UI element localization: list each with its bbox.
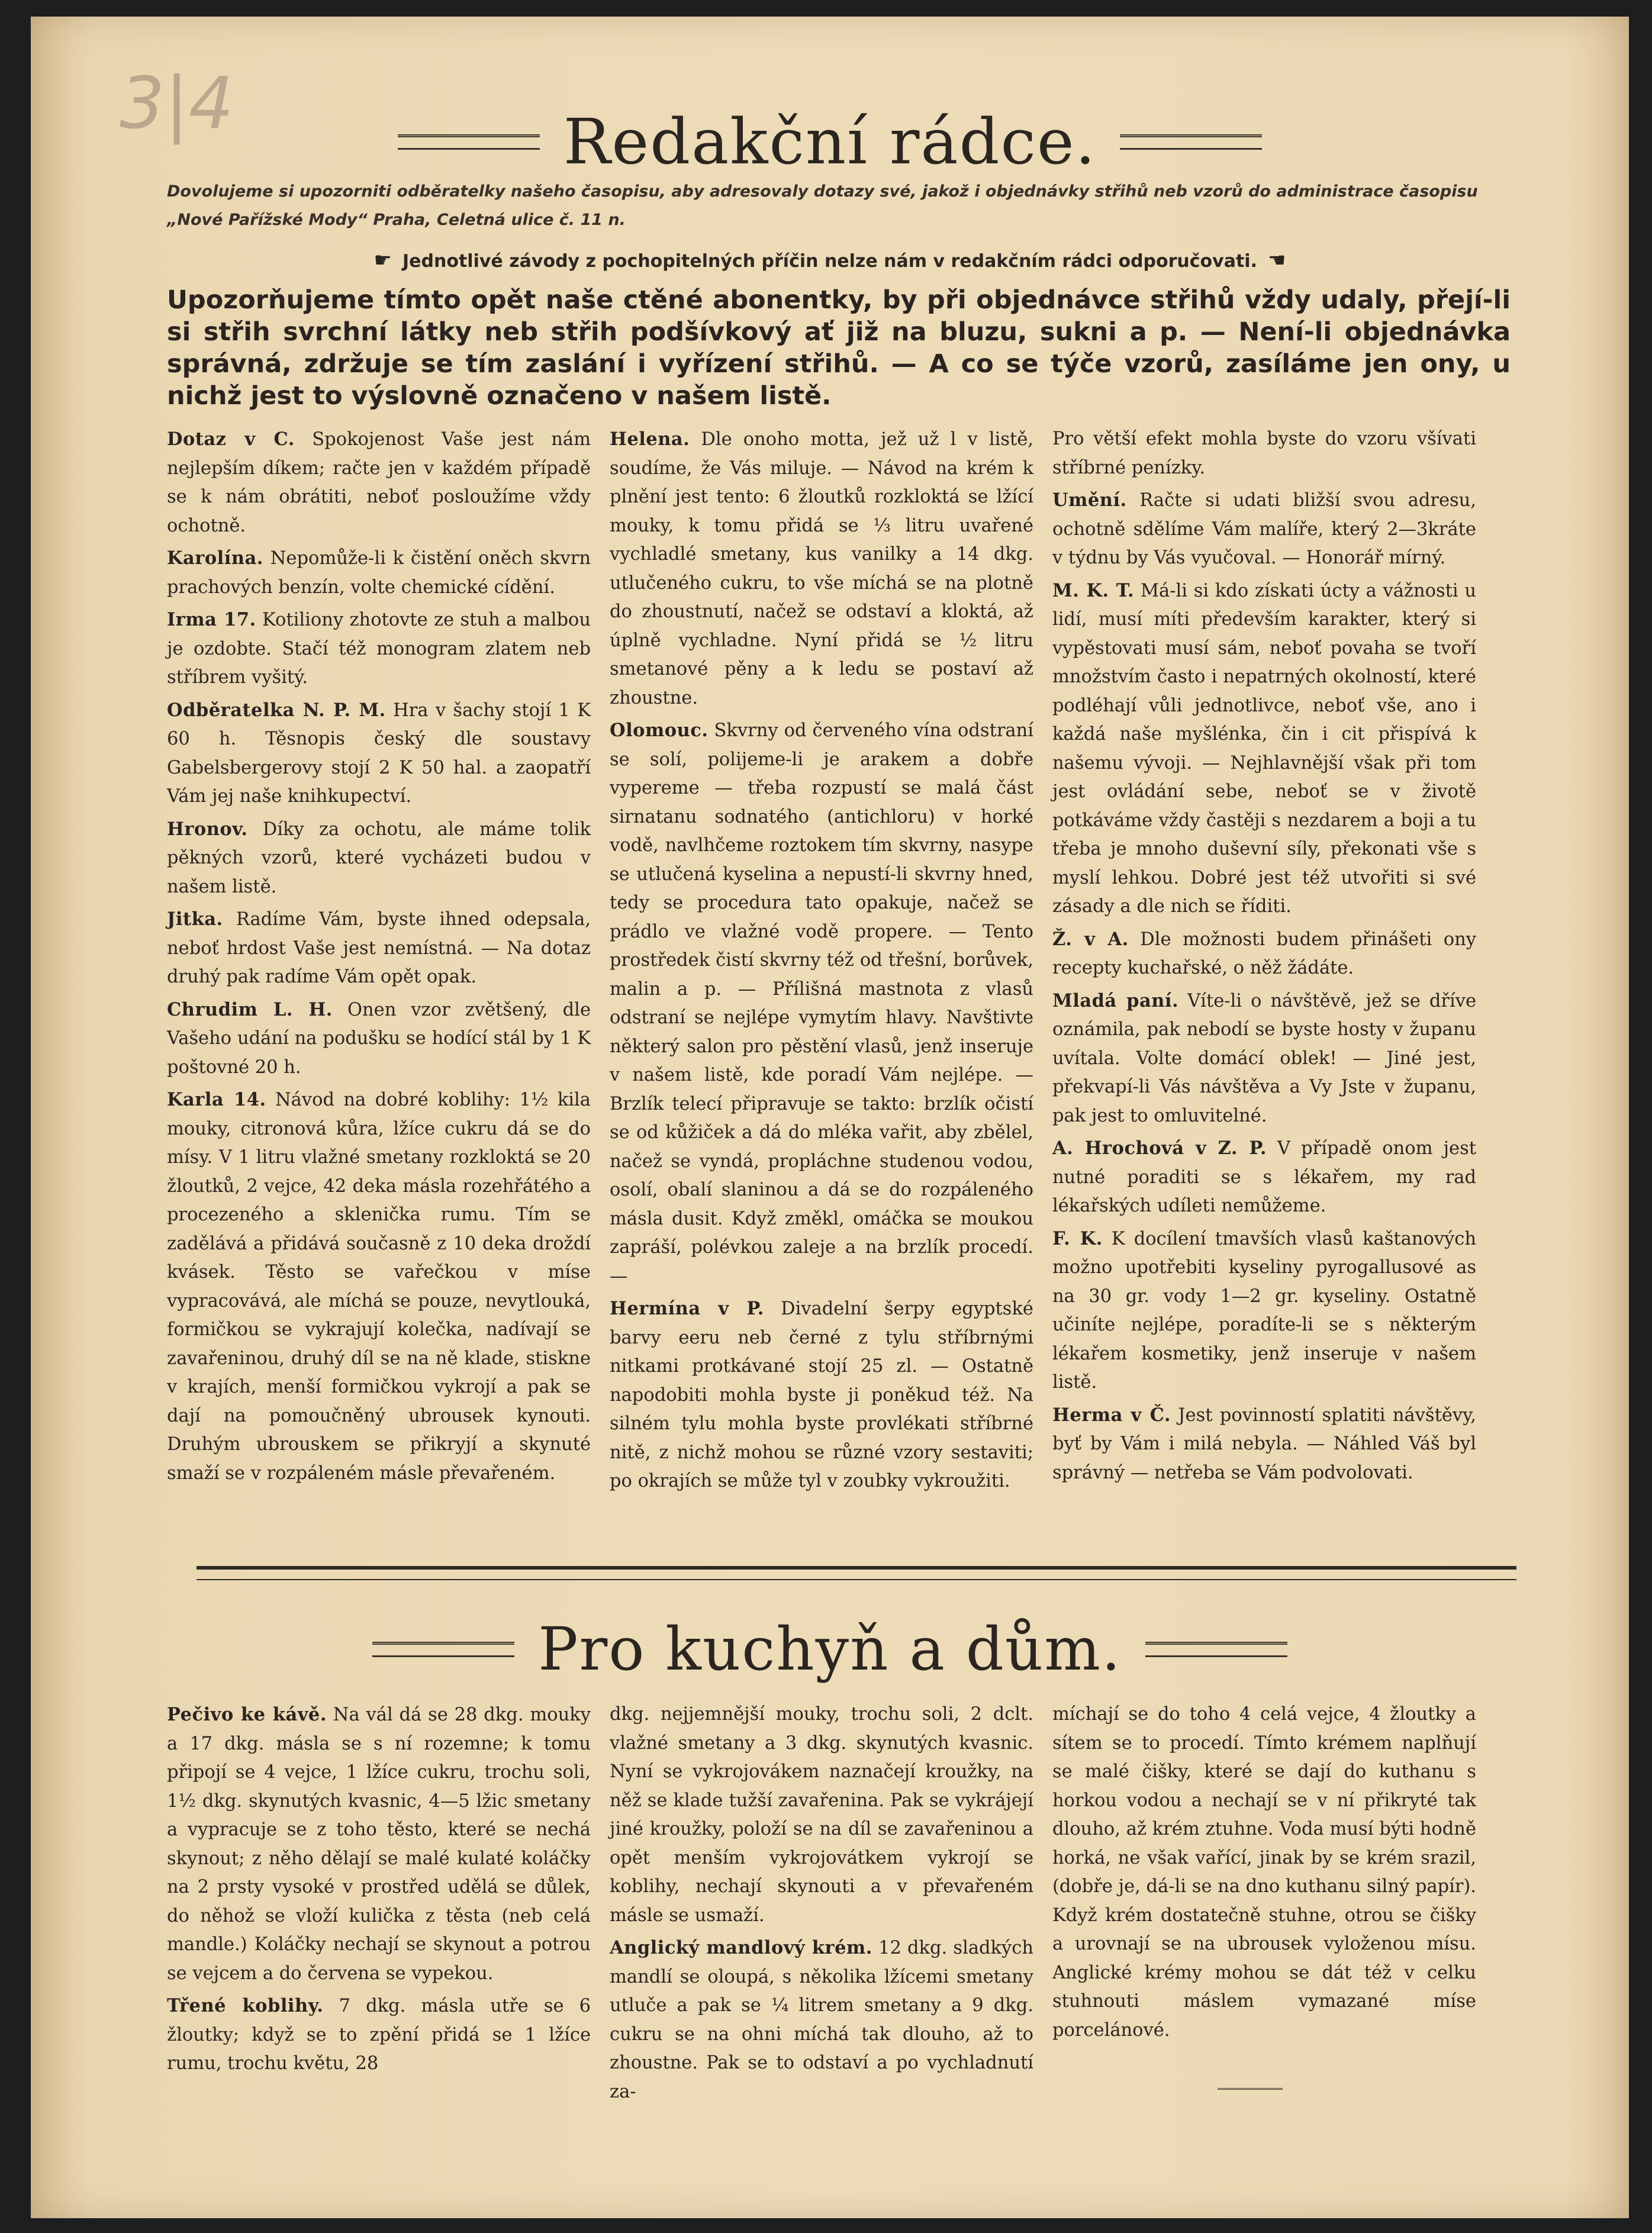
entry-heading: Třené koblihy. (167, 1995, 324, 2016)
heading-rule-left (398, 134, 540, 150)
warning-text: Jednotlivé závody z pochopitelných příčin nelze nám v redakčním rádci odporučovati. (402, 251, 1257, 272)
section-divider (197, 1566, 1516, 1580)
entry-text: dkg. nejjemnější mouky, trochu soli, 2 dclt. vlažné smetany a 3 dkg. skynutých kvasnic. Nyní se vykrojovákem naznačejí kroužky, na něž se klade tužší zavařenina. Pak se vykrájejí jiné kroužky, položí se na díl se zavařeninou a opět menším vykrojovátkem vykrojí se koblihy, nechají skynouti a v převařeném másle se usmaží. (610, 1704, 1033, 1926)
entry-heading: Dotaz v C. (167, 428, 295, 450)
entry-heading: Hermína v P. (610, 1298, 764, 1319)
entry-heading: Irma 17. (167, 609, 256, 630)
entry-text: K docílení tmavších vlasů kaštanových možno upotřebiti kyseliny pyrogallusové as na 30 gr. vody 1—2 gr. kyseliny. Ostatně učiníte nejlépe, poradíte-li se s některým lékařem kosmetiky, jenž inseruje v našem listě. (1052, 1228, 1477, 1393)
entry-text: Dle onoho motta, jež už l v listě, soudíme, že Vás miluje. — Návod na krém k plnění jest tento: 6 žloutků rozkloktá se lžící mouky, k tomu přidá se ⅓ litru uvařené vychladlé smetany, kus vanilky a 14 dkg. utlučeného cukru, to vše míchá se na plotně do zhoustnutí, načež se odstaví a kloktá, až úplně vychladne. Nyní přidá se ½ litru smetanové pěny a k ledu se postaví až zhoustne. (610, 429, 1033, 708)
entry-text: Jest povinností splatiti návštěvy, byť by Vám i milá nebyla. — Náhled Váš byl správný — netřeba se Vám podvolovati. (1052, 1404, 1476, 1483)
entry-heading: Mladá paní. (1052, 990, 1179, 1011)
entry-paragraph (167, 425, 591, 540)
entry-text: Na vál dá se 28 dkg. mouky a 17 dkg. másla se s ní rozemne; k tomu připojí se 4 vejce, 1 lžíce cukru, trochu soli, 1½ dkg. skynutých kvasnic, 4—5 lžic smetany a vypracuje se z toho těsto, které se nechá skynout; z něho dělají se malé kulaté koláčky na 2 prsty vysoké v prostřed udělá se důlek, do něhož se vloží kulička z těsta (neb celá mandle.) Koláčky nechají se skynout a potrou se vejcem a do červena se vypekou. (167, 1704, 591, 1984)
entry-paragraph (1052, 987, 1476, 1131)
pencil-page-mark: 3|4 (120, 63, 234, 145)
entry-heading: Hronov. (167, 818, 248, 840)
entry-paragraph (1052, 1401, 1476, 1488)
answers-column-3 (1052, 425, 1476, 1491)
entry-paragraph (1052, 925, 1476, 983)
answers-column-1 (167, 425, 591, 1491)
warning-line (31, 249, 1629, 272)
entry-heading: A. Hrochová v Z. P. (1052, 1138, 1267, 1159)
entry-heading: Jitka. (167, 908, 223, 930)
heading-rule-right (1120, 134, 1262, 150)
entry-paragraph (167, 815, 591, 902)
entry-text: Nepomůže-li k čistění oněch skvrn prachových benzín, volte chemické cídění. (167, 548, 591, 598)
entry-heading: M. K. T. (1052, 579, 1135, 601)
entry-heading: Olomouc. (610, 720, 709, 741)
entry-heading: Karla 14. (167, 1089, 266, 1110)
entry-heading: Karolína. (167, 547, 263, 569)
kitchen-column-1 (167, 1700, 591, 2082)
entry-text: Pro větší efekt mohla byste do vzoru všívati stříbrné penízky. (1052, 428, 1476, 478)
entry-text: Kotiliony zhotovte ze stuh a malbou je ozdobte. Stačí též monogram zlatem neb stříbrem vyšitý. (167, 610, 591, 688)
entry-text: 12 dkg. sladkých mandlí se oloupá, s několika lžícemi smetany utluče a pak se ¼ litrem smetany a 9 dkg. cukru se na ohni míchá tak dlouho, až to zhoustne. Pak se to odstaví a po vychladnutí za- (610, 1938, 1033, 2102)
abonent-notice-paragraph: Upozorňujeme tímto opět naše ctěné abonentky, by při objednávce střihů vždy udaly, přejí-li si střih svrchní látky neb střih podšívkový ať již na bluzu, sukni a p. — Není-li objednávka správná, zdržuje se tím zaslání i vyřízení střihů. — A co se týče vzorů, zasíláme jen ony, u nichž jest to výslovně označeno v našem listě. (167, 285, 1511, 411)
answers-column-2 (610, 425, 1033, 1500)
entry-text: Hra v šachy stojí 1 K 60 h. Těsnopis český dle soustavy Gabelsbergerovy stojí 2 K 50 hal. a zaopatří Vám jej naše knihkupectví. (167, 700, 591, 807)
entry-heading: Ž. v A. (1052, 928, 1129, 950)
entry-heading: Herma v Č. (1052, 1404, 1171, 1426)
entry-paragraph (610, 1700, 1033, 1930)
entry-paragraph (167, 1700, 591, 1988)
entry-text: Víte-li o návštěvě, jež se dříve oznámila, pak nebodí se byste hosty v županu uvítala. Volte domácí oblek! — Jiné jest, překvapí-li Vás návštěva a Vy Jste v županu, pak jest to omluvitelné. (1052, 990, 1476, 1126)
entry-paragraph (610, 1294, 1033, 1496)
entry-paragraph (167, 995, 591, 1082)
entry-heading: Anglický mandlový krém. (610, 1937, 872, 1958)
entry-paragraph (167, 605, 591, 692)
entry-heading: F. K. (1052, 1227, 1103, 1249)
pointing-hand-left-icon: ☚ (1267, 249, 1286, 272)
section-heading-redakcni (31, 105, 1629, 178)
entry-text: Dle možnosti budem přinášeti ony recepty kuchařské, o něž žádáte. (1052, 929, 1476, 978)
entry-text: Račte si udati bližší svou adresu, ochotně sdělíme Vám malíře, který 2—3kráte v týdnu by Vás vyučoval. — Honorář mírný. (1052, 490, 1476, 568)
section-heading-kuchyn (31, 1615, 1629, 1684)
entry-paragraph (610, 1934, 1033, 2106)
entry-text: Má-li si kdo získati úcty a vážnosti u lidí, musí míti především karakter, který si vypěstovati musí sám, neboť povaha se tvoří množstvím často i nepatrných okolností, které podléhají vůli jednotlivce, neboť vše, ano i každá naše myšlénka, čin i cit přispívá k našemu vývoji. — Nejhlavnější však při tom jest ovládání sebe, neboť se v životě potkáváme vždy častěji s nezdarem a boji a tu třeba je mnoho duševní síly, překonati vše s myslí lehkou. Dobré jest též utvořiti si své zásady a dle nich se říditi. (1052, 580, 1476, 917)
entry-text: Divadelní šerpy egyptské barvy eeru neb černé z tylu stříbrnými nitkami protkávané stojí 25 zl. — Ostatně napodobiti mohla byste ji poněkud též. Na silném tylu mohla byste provlékati stříbrné nitě, z nichž mohou se různé vzory sestaviti; po okrajích se může tyl v zoubky vykroužiti. (610, 1298, 1033, 1491)
entry-paragraph (1052, 486, 1476, 573)
entry-text: 7 dkg. másla utře se 6 žloutky; když se to zpění přidá se 1 lžíce rumu, trochu květu, 28 (167, 1996, 591, 2074)
entry-text: V případě onom jest nutné poraditi se s lékařem, my rad lékařských udíleti nemůžeme. (1052, 1138, 1477, 1216)
entry-text: Díky za ochotu, ale máme tolik pěkných vzorů, které vycházeti budou v našem listě. (167, 819, 591, 897)
entry-text: Spokojenost Vaše jest nám nejlepším díkem; račte jen v každém případě se k nám obrátiti, neboť posloužíme vždy ochotně. (167, 429, 591, 536)
entry-paragraph (610, 425, 1033, 713)
pointing-hand-right-icon: ☛ (373, 249, 392, 272)
subscription-notice: Dovolujeme si upozorniti odběratelky našeho časopisu, aby adresovaly dotazy své, jakož i objednávky střihů neb vzorů do administrace časopisu „Nové Pařížské Mody“ Praha, Celetná ulice č. 11 n. (167, 182, 1478, 229)
entry-paragraph (167, 544, 591, 602)
entry-paragraph (1052, 1134, 1476, 1221)
entry-paragraph (167, 1992, 591, 2079)
entry-text: Skvrny od červeného vína odstraní se solí, polijeme-li je arakem a dobře vypereme — třeba rozpustí se malá část sirnatanu sodnatého (antichloru) v horké vodě, navlhčeme roztokem tím skvrny, nasype se utlučená kyselina a nepustí-li skvrny hned, tedy se procedura tato opakuje, načež se prádlo ve vlažné vodě propere. — Tento prostředek čistí skvrny též od třešní, borůvek, malin a p. — Přílišná mastnota z vlasů odstraní se nejlépe vymytím hlavy. Navštivte některý salon pro pěstění vlasů, jenž inseruje v našem listě, kde poradí Vám nejlépe. — Brzlík telecí připravuje se takto: brzlík očistí se od kůžiček a dá do mléka vařit, aby zbělel, načež se vyndá, propláchne studenou vodou, osolí, obalí slaninou a dá se do rozpáleného másla dusit. Když změkl, omáčka se moukou zapráší, polévkou zaleje a na brzlík procedí. — (610, 720, 1033, 1287)
section-title-pro-kuchyn-a-dum: Pro kuchyň a dům. (538, 1615, 1122, 1684)
entry-paragraph (1052, 576, 1476, 921)
entry-text: Onen vzor zvětšený, dle Vašeho udání na podušku se hodící stál by 1 K poštovné 20 h. (167, 999, 591, 1078)
end-ornament-rule (1218, 2088, 1283, 2095)
entry-text: Návod na dobré koblihy: 1½ kila mouky, citronová kůra, lžíce cukru dá se do mísy. V 1 litru vlažné smetany rozkloktá se 20 žloutků, 2 vejce, 42 deka másla rozehřátého a procezeného a sklenička rumu. Tím se zadělává a přidává současně z 10 deka droždí kvásek. Těsto se vařečkou v míse vypracovává, ale míchá se pouze, nevytlouká, formičkou se vykrajují kolečka, nadívají se zavařeninou, druhý díl se na ně klade, stiskne v krajích, menší formičkou vykrojí a pak se dají na pomoučněný ubrousek kynouti. Druhým ubrouskem se přikryjí a skynuté smaží se v rozpáleném másle převařeném. (167, 1090, 591, 1484)
entry-paragraph (1052, 1700, 1476, 2045)
entry-heading: Chrudim L. H. (167, 998, 333, 1020)
entry-paragraph (167, 1085, 591, 1488)
heading-rule-left (372, 1642, 514, 1657)
entry-heading: Helena. (610, 428, 690, 450)
kitchen-column-2 (610, 1700, 1033, 2110)
entry-paragraph (1052, 425, 1476, 482)
kitchen-column-3 (1052, 1700, 1476, 2048)
entry-text: Radíme Vám, byste ihned odepsala, neboť hrdost Vaše jest nemístná. — Na dotaz druhý pak radíme Vám opět opak. (167, 909, 591, 987)
magazine-page (31, 17, 1629, 2218)
entry-heading: Umění. (1052, 489, 1127, 511)
entry-paragraph (167, 696, 591, 811)
section-title-redakcni-radce: Redakční rádce. (563, 105, 1097, 178)
entry-heading: Odběratelka N. P. M. (167, 699, 386, 721)
entry-text: míchají se do toho 4 celá vejce, 4 žloutky a sítem se to procedí. Tímto krémem naplňují se malé čišky, které se dají do kuthanu s horkou vodou a nechají se v ní přikryté tak dlouho, až krém ztuhne. Voda musí býti hodně horká, ne však vařící, jinak by se krém srazil, (dobře je, dá-li se na dno kuthanu silný papír). Když krém dostatečně stuhne, otrou se čišky a urovnají se na ubrousek vyloženou mísu. Anglické krémy mohou se dát též v celku stuhnouti máslem vymazané míse porcelánové. (1052, 1704, 1476, 2041)
heading-rule-right (1145, 1642, 1287, 1657)
entry-paragraph (610, 716, 1033, 1291)
entry-heading: Pečivo ke kávě. (167, 1704, 327, 1725)
entry-paragraph (167, 905, 591, 992)
entry-paragraph (1052, 1225, 1476, 1397)
